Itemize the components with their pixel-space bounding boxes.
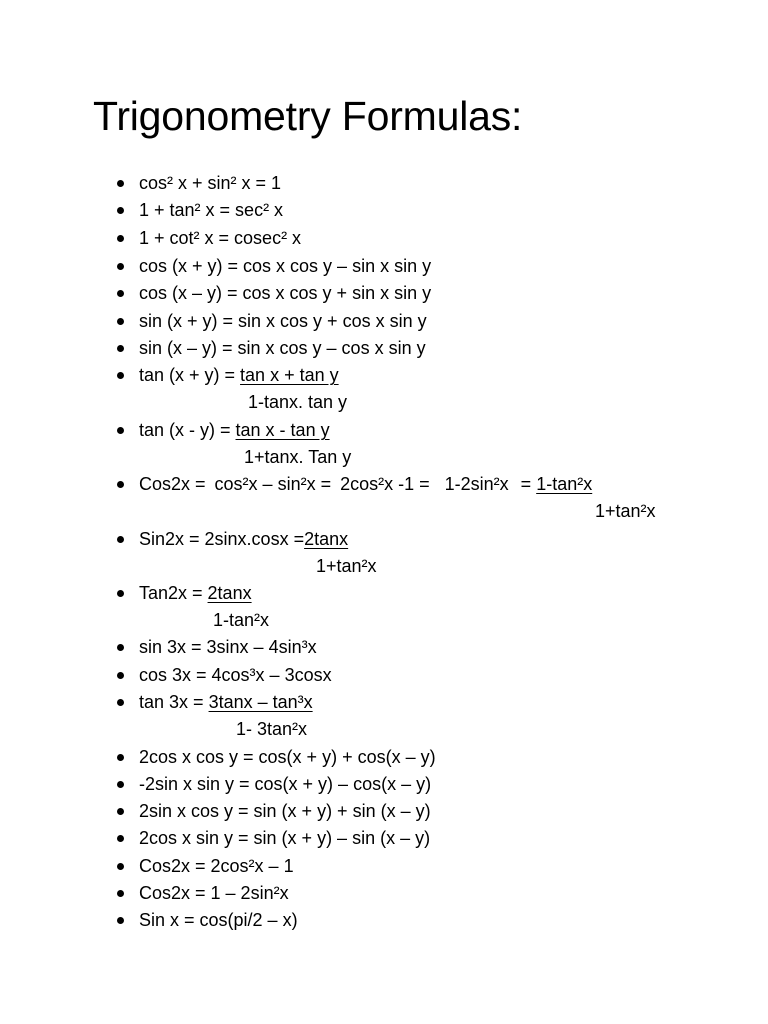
formula-tan-double-angle: [139, 581, 252, 605]
formula-lhs: tan 3x =: [139, 692, 209, 712]
formula-denominator: 1- 3tan²x: [236, 719, 308, 739]
formula-lhs: tan (x + y) =: [139, 365, 241, 385]
formula-numerator: tan x - tan y: [235, 420, 330, 440]
formula-sin-triple-angle: sin 3x = 3sinx – 4sin³x: [139, 637, 317, 657]
formula-part: =: [520, 474, 537, 494]
formula-cos-triple-angle: cos 3x = 4cos³x – 3cosx: [139, 665, 332, 685]
formula-sin-cos-product-to-sum: 2sin x cos y = sin (x + y) + sin (x – y): [139, 801, 431, 821]
formula-numerator: tan x + tan y: [240, 365, 339, 385]
page-title: Trigonometry Formulas:: [93, 93, 523, 139]
formula-cos-sin-product-to-sum: 2cos x sin y = sin (x + y) – sin (x – y): [139, 828, 431, 848]
formula-part: cos²x – sin²x =: [214, 474, 337, 494]
formula-sin-difference: sin (x – y) = sin x cos y – cos x sin y: [139, 338, 426, 358]
formula-lhs: Sin2x = 2sinx.cosx =: [139, 529, 305, 549]
formula-cos-product-to-sum: 2cos x cos y = cos(x + y) + cos(x – y): [139, 747, 436, 767]
formula-numerator: 1-tan²x: [536, 474, 593, 494]
formula-part: 1-2sin²x: [444, 474, 509, 494]
formula-sin-sum: sin (x + y) = sin x cos y + cos x sin y: [139, 311, 427, 331]
formula-cofunction-identity: Sin x = cos(pi/2 – x): [139, 910, 298, 930]
formula-denominator: 1-tan²x: [213, 610, 270, 630]
formula-denominator: 1-tanx. tan y: [248, 392, 348, 412]
formula-cos-double-angle: [139, 472, 592, 496]
formula-sin-double-angle: [139, 527, 348, 551]
formula-sin-product-to-sum: -2sin x sin y = cos(x + y) – cos(x – y): [139, 774, 432, 794]
formula-part: Cos2x =: [139, 474, 211, 494]
formula-lhs: tan (x - y) =: [139, 420, 236, 440]
formula-denominator: 1+tanx. Tan y: [244, 447, 352, 467]
formula-lhs: Tan2x =: [139, 583, 208, 603]
formula-tan-triple-angle: [139, 690, 313, 714]
formula-numerator: 2tanx: [207, 583, 252, 603]
formula-tan-sum: [139, 363, 339, 387]
formula-part: 2cos²x -1 =: [340, 474, 435, 494]
formula-tan-sec-identity: 1 + tan² x = sec² x: [139, 200, 284, 220]
formula-cos-double-angle-cos-form: Cos2x = 2cos²x – 1: [139, 856, 294, 876]
formula-numerator: 2tanx: [304, 529, 349, 549]
formula-denominator: 1+tan²x: [595, 501, 656, 521]
formula-numerator: 3tanx – tan³x: [208, 692, 313, 712]
formula-tan-difference: [139, 418, 330, 442]
formula-cos-difference: cos (x – y) = cos x cos y + sin x sin y: [139, 283, 432, 303]
formula-cot-cosec-identity: 1 + cot² x = cosec² x: [139, 228, 302, 248]
formula-cos-double-angle-sin-form: Cos2x = 1 – 2sin²x: [139, 883, 289, 903]
formula-denominator: 1+tan²x: [316, 556, 377, 576]
formula-pythagorean-identity: cos² x + sin² x = 1: [139, 173, 282, 193]
formula-cos-sum: cos (x + y) = cos x cos y – sin x sin y: [139, 256, 432, 276]
